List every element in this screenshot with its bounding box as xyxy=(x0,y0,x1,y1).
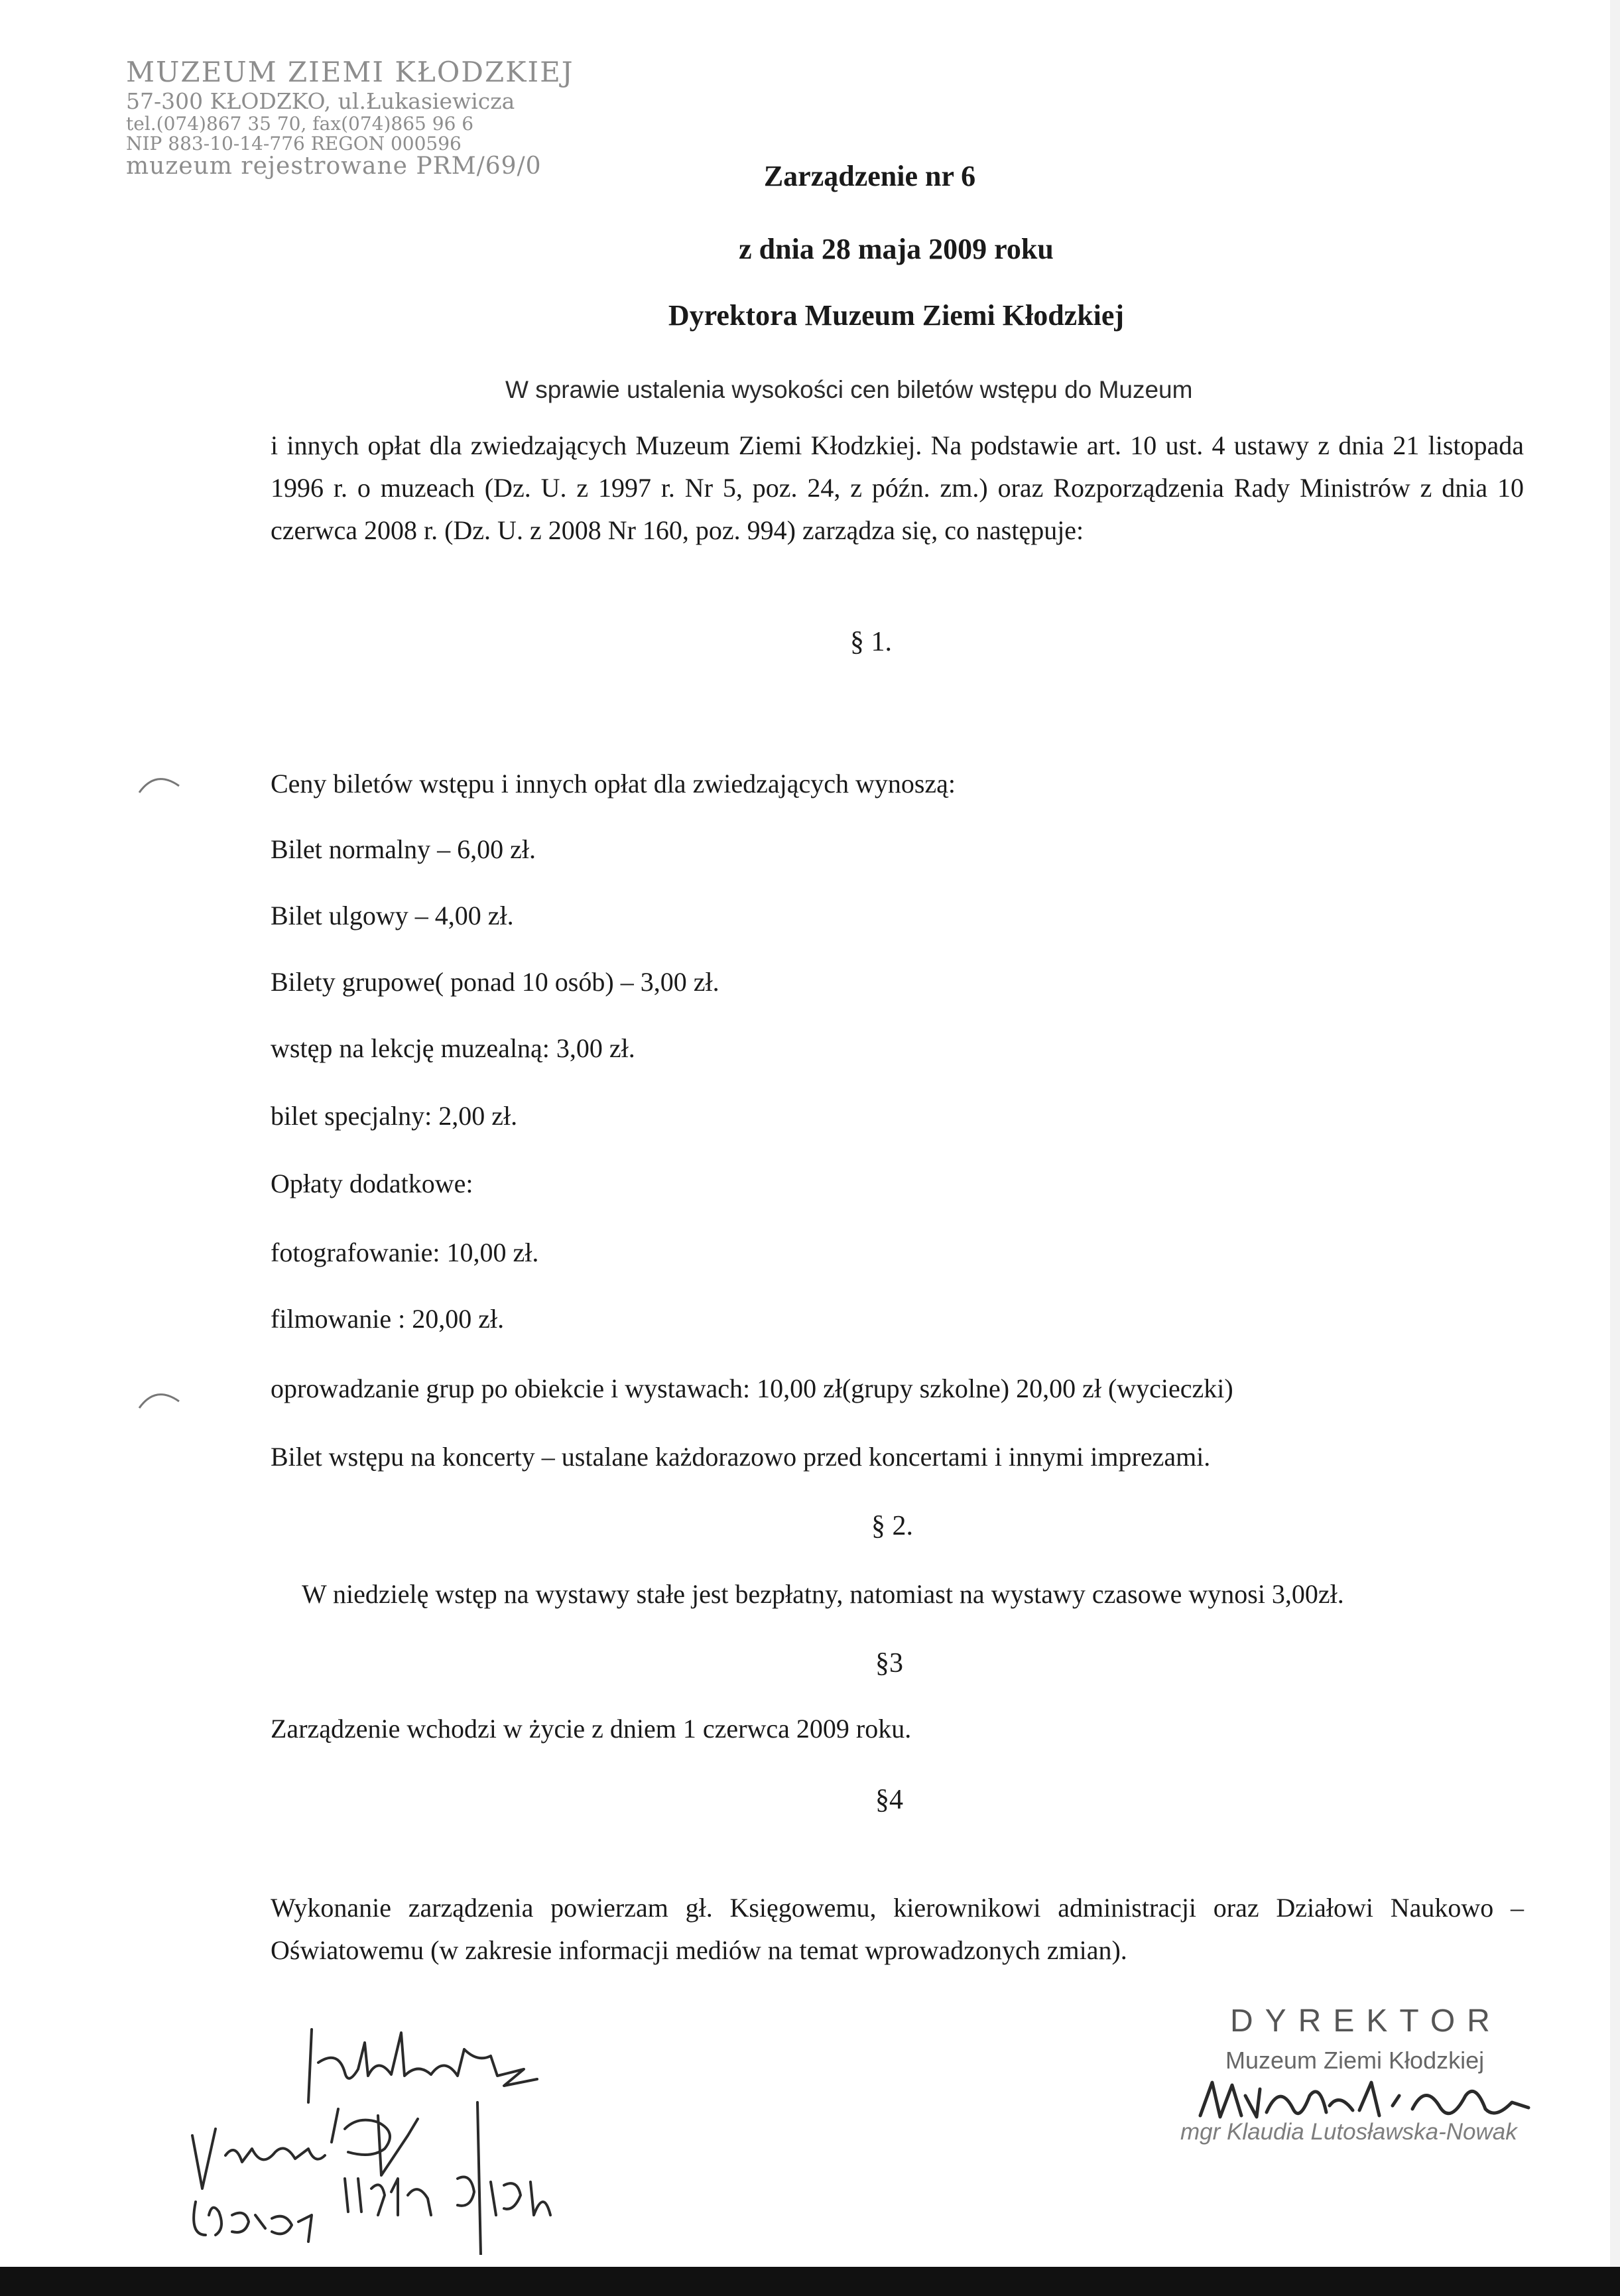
director-name: mgr Klaudia Lutosławska-Nowak xyxy=(1180,2119,1517,2145)
stamp-phone: tel.(074)867 35 70, fax(074)865 96 6 xyxy=(126,113,474,135)
stamp-museum-name: MUZEUM ZIEMI KŁODZKIEJ xyxy=(126,56,574,88)
handwritten-approval-notes-icon xyxy=(179,2016,696,2255)
section-1-lead: Ceny biletów wstępu i innych opłat dla zwiedzających wynoszą: xyxy=(271,769,956,798)
director-title: DYREKTOR xyxy=(1230,2004,1502,2039)
section-4-mark: §4 xyxy=(875,1785,903,1815)
stamp-tax-id: NIP 883-10-14-776 REGON 000596 xyxy=(126,133,462,155)
price-item: wstęp na lekcję muzealną: 3,00 zł. xyxy=(271,1033,635,1063)
stamp-address: 57-300 KŁODZKO, ul.Łukasiewicza xyxy=(126,88,515,114)
scan-corner-mark-icon xyxy=(136,769,182,796)
price-item: Bilet ulgowy – 4,00 zł. xyxy=(271,901,514,930)
legal-basis-paragraph: i innych opłat dla zwiedzających Muzeum Ziemi Kłodzkiej. Na podstawie art. 10 ust. 4 ustawy z dnia 21 listopada 1996 r. o muzeach (Dz. U. z 1997 r. Nr 5, poz. 24, z późn. zm.) oraz Rozporządzenia Rady Ministrów z dnia 10 czerwca 2008 r. (Dz. U. z 2008 Nr 160, poz. 994) zarządza się, co następuje: xyxy=(271,430,1524,545)
director-museum: Muzeum Ziemi Kłodzkiej xyxy=(1225,2047,1485,2074)
section-3-text: Zarządzenie wchodzi w życie z dniem 1 czerwca 2009 roku. xyxy=(271,1714,912,1744)
section-1-mark: § 1. xyxy=(850,627,892,657)
scan-edge xyxy=(0,2267,1620,2296)
price-item: Bilet wstępu na koncerty – ustalane każdorazowo przed koncertami i innymi imprezami. xyxy=(271,1442,1211,1472)
price-item: oprowadzanie grup po obiekcie i wystawach: 10,00 zł(grupy szkolne) 20,00 zł (wycieczki) xyxy=(271,1373,1233,1403)
section-4-text: Wykonanie zarządzenia powierzam gł. Księgowemu, kierownikowi administracji oraz Działowi Naukowo –Oświatowemu (w zakresie informacji mediów na temat wprowadzonych zmian). xyxy=(271,1893,1524,1965)
document-subject: W sprawie ustalenia wysokości cen biletów wstępu do Muzeum xyxy=(505,376,1193,403)
section-2-text: W niedzielę wstęp na wystawy stałe jest bezpłatny, natomiast na wystawy czasowe wynosi 3,00zł. xyxy=(302,1579,1344,1609)
scan-corner-mark-icon xyxy=(136,1385,182,1411)
document-title: Zarządzenie nr 6 xyxy=(763,160,976,192)
price-item: Opłaty dodatkowe: xyxy=(271,1169,473,1198)
price-item: filmowanie : 20,00 zł. xyxy=(271,1304,505,1334)
section-3-mark: §3 xyxy=(875,1648,903,1679)
document-date: z dnia 28 maja 2009 roku xyxy=(739,233,1054,265)
director-signature-icon xyxy=(1194,2069,1538,2136)
section-2-mark: § 2. xyxy=(871,1511,913,1541)
stamp-registry: muzeum rejestrowane PRM/69/0 xyxy=(126,153,542,180)
scan-edge xyxy=(1610,0,1620,2296)
document-issuer: Dyrektora Muzeum Ziemi Kłodzkiej xyxy=(668,299,1125,332)
price-item: fotografowanie: 10,00 zł. xyxy=(271,1238,539,1267)
price-item: Bilety grupowe( ponad 10 osób) – 3,00 zł. xyxy=(271,967,719,997)
price-item: bilet specjalny: 2,00 zł. xyxy=(271,1101,518,1131)
price-item: Bilet normalny – 6,00 zł. xyxy=(271,834,536,864)
